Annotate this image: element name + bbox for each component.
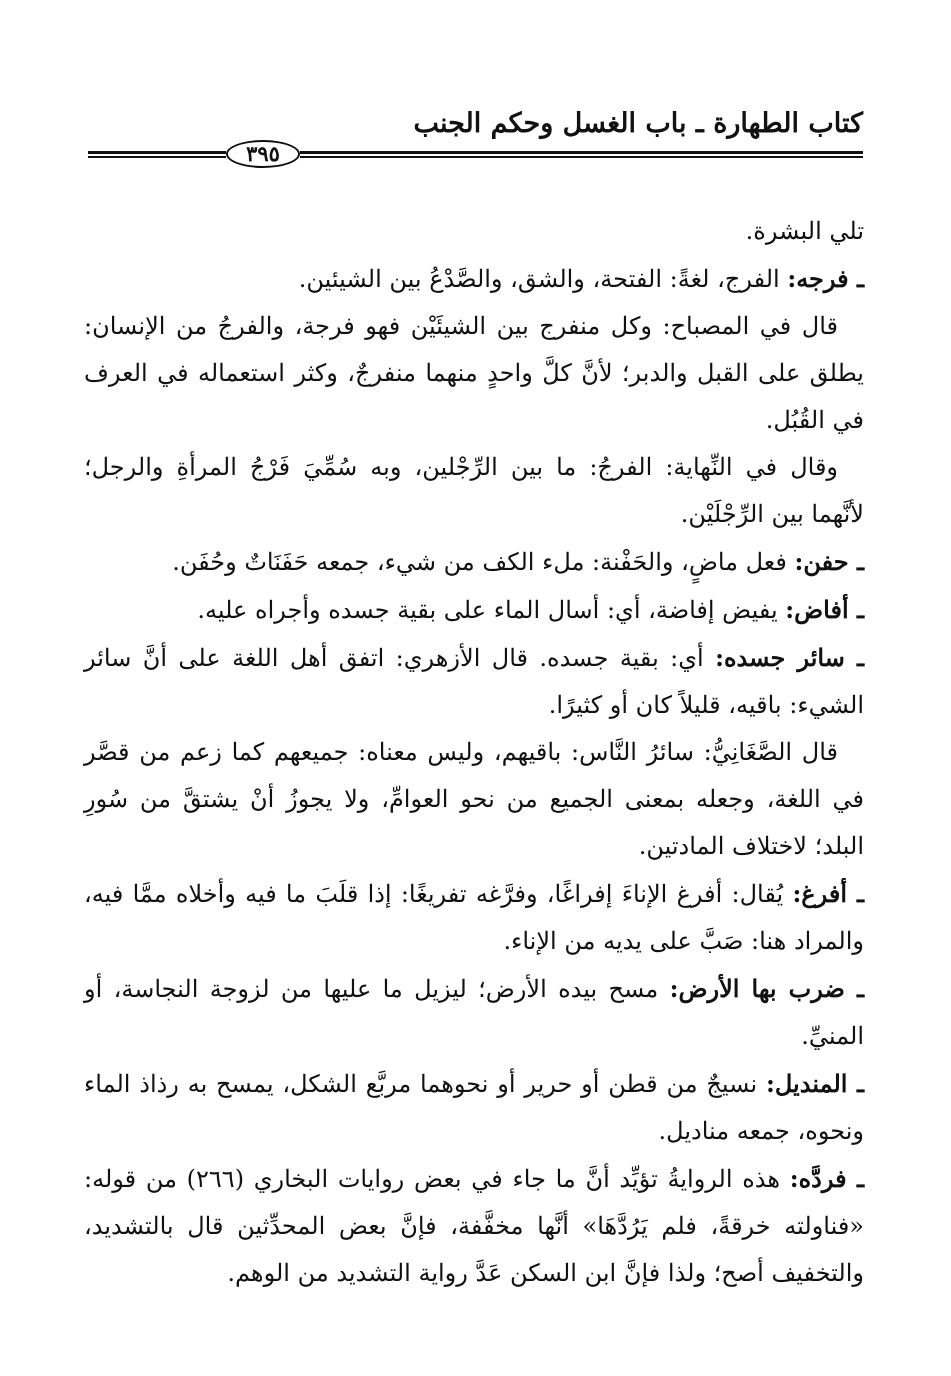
glossary-entry — [84, 255, 864, 303]
rule-right — [300, 151, 863, 161]
running-title: كتاب الطهارة ـ باب الغسل وحكم الجنب — [413, 108, 863, 139]
entry-term: ـ سائر جسده: — [715, 643, 864, 672]
glossary-entry — [84, 1155, 864, 1297]
paragraph — [84, 208, 864, 255]
entry-term: ـ أفاض: — [785, 595, 864, 624]
entry-text: أي: بقية جسده. قال الأزهري: اتفق أهل اللغة على أنَّ سائر الشيء: باقيه، قليلاً كان أو كثيرًا. — [84, 644, 864, 719]
entry-text: فعل ماضٍ، والحَفْنة: ملء الكف من شيء، جمعه حَفَنَاتٌ وحُفَن. — [172, 548, 795, 576]
paragraph — [84, 444, 864, 538]
rule-left — [88, 151, 226, 161]
entry-text: نسيجٌ من قطن أو حرير أو نحوهما مربَّع الشكل، يمسح به رذاذ الماء ونحوه، جمعه مناديل. — [84, 1070, 864, 1145]
entry-term: ـ أفرغ: — [792, 879, 865, 908]
entry-term: ـ حفن: — [794, 547, 864, 576]
entry-term: ـ فرجه: — [787, 264, 864, 293]
entry-term: ـ المنديل: — [766, 1069, 864, 1098]
entry-text: يفيض إفاضة، أي: أسال الماء على بقية جسده وأجراه عليه. — [197, 596, 786, 624]
paragraph — [84, 303, 864, 444]
glossary-entry — [84, 634, 864, 729]
entry-text: الفرج، لغةً: الفتحة، والشق، والصَّدْعُ بين الشيئين. — [298, 265, 788, 293]
header-rule — [88, 140, 863, 172]
paragraph-text: قال الصَّغَانِيُّ: سائرُ النَّاس: باقيهم، وليس معناه: جميعهم كما زعم من قصَّر في اللغة، وجعله بمعنى الجميع من نحو العوامِّ، ولا يجوزُ أنْ يشتقَّ من سُورِ البلد؛ لاختلاف المادتين. — [84, 738, 864, 860]
paragraph-text: وقال في النِّهاية: الفرجُ: ما بين الرِّجْلين، وبه سُمِّيَ فَرْجُ المرأةِ والرجل؛ لأنَّهما بين الرِّجْلَيْن. — [84, 453, 864, 528]
entry-text: مسح بيده الأرض؛ ليزيل ما عليها من لزوجة النجاسة، أو المنيِّ. — [84, 975, 864, 1050]
paragraph-text: قال في المصباح: وكل منفرج بين الشيئَيْن فهو فرجة، والفرجُ من الإنسان: يطلق على القبل والدبر؛ لأنَّ كلَّ واحدٍ منهما منفرجٌ، وكثر استعماله في العرف في القُبُل. — [84, 312, 864, 434]
glossary-entry — [84, 538, 864, 586]
entry-text: هذه الروايةُ تؤيِّد أنَّ ما جاء في بعض روايات البخاري (٢٦٦) من قوله: «فناولته خرقةً، فلم يَرُدَّهَا» أنَّها مخفَّفة، فإنَّ بعض المحدِّثين قال بالتشديد، والتخفيف أصح؛ ولذا فإنَّ ابن السكن عَدَّ رواية التشديد من الوهم. — [84, 1165, 864, 1287]
page-number: ٣٩٥ — [226, 140, 300, 168]
paragraph-text: تلي البشرة. — [745, 217, 864, 245]
entry-term: ـ فردَّه: — [789, 1164, 865, 1193]
glossary-entry — [84, 965, 864, 1060]
paragraph — [84, 729, 864, 870]
body-text — [84, 208, 864, 1297]
glossary-entry — [84, 586, 864, 634]
entry-text: يُقال: أفرغ الإناءَ إفراغًا، وفرَّغه تفريغًا: إذا قلَبَ ما فيه وأخلاه ممَّا فيه، والمراد هنا: صَبَّ على يديه من الإناء. — [84, 880, 864, 955]
glossary-entry — [84, 1060, 864, 1155]
entry-term: ـ ضرب بها الأرض: — [669, 974, 864, 1003]
glossary-entry — [84, 870, 864, 965]
